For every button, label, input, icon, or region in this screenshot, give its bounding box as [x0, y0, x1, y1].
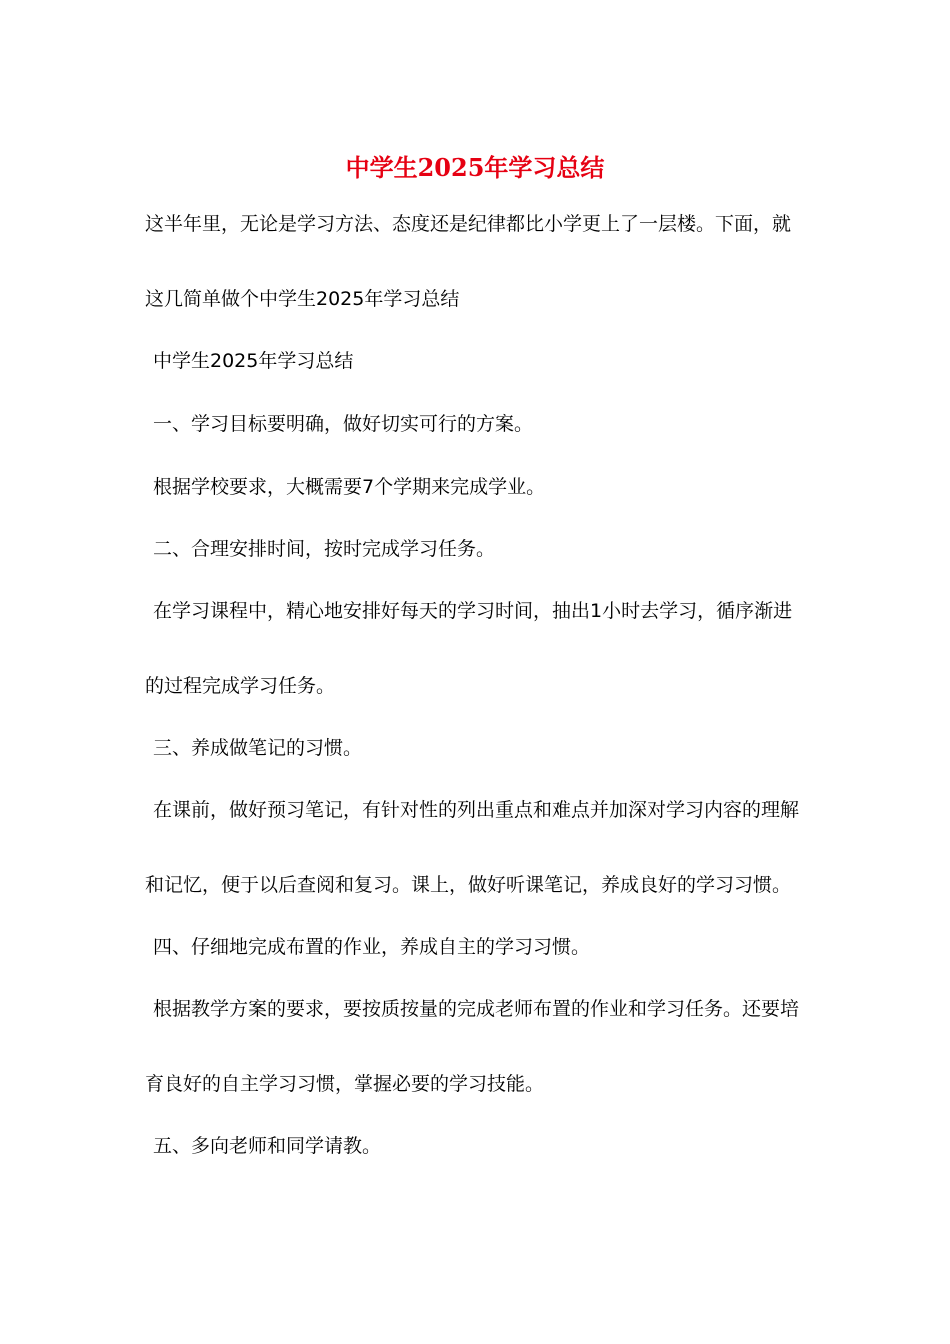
section-subtitle: 中学生2025年学习总结 — [153, 350, 354, 372]
section-heading: 二、合理安排时间，按时完成学习任务。 — [153, 538, 496, 560]
document-title: 中学生2025年学习总结 — [345, 153, 605, 182]
paragraph-line: 和记忆，便于以后查阅和复习。课上，做好听课笔记，养成良好的学习习惯。 — [145, 874, 792, 896]
paragraph-line: 育良好的自主学习习惯，掌握必要的学习技能。 — [145, 1073, 545, 1095]
section-heading: 一、学习目标要明确，做好切实可行的方案。 — [153, 413, 534, 435]
paragraph-line: 这半年里，无论是学习方法、态度还是纪律都比小学更上了一层楼。下面，就 — [145, 213, 792, 235]
section-heading: 三、养成做笔记的习惯。 — [153, 737, 363, 759]
paragraph-line: 这几简单做个中学生2025年学习总结 — [145, 288, 460, 310]
paragraph-line: 在课前，做好预习笔记，有针对性的列出重点和难点并加深对学习内容的理解 — [153, 799, 800, 821]
section-heading: 五、多向老师和同学请教。 — [153, 1135, 382, 1157]
section-heading: 四、仔细地完成布置的作业，养成自主的学习习惯。 — [153, 936, 591, 958]
paragraph-line: 根据学校要求，大概需要7个学期来完成学业。 — [153, 476, 546, 498]
paragraph-line: 的过程完成学习任务。 — [145, 675, 336, 697]
paragraph-line: 在学习课程中，精心地安排好每天的学习时间，抽出1小时去学习，循序渐进 — [153, 600, 793, 622]
paragraph-line: 根据教学方案的要求，要按质按量的完成老师布置的作业和学习任务。还要培 — [153, 998, 800, 1020]
